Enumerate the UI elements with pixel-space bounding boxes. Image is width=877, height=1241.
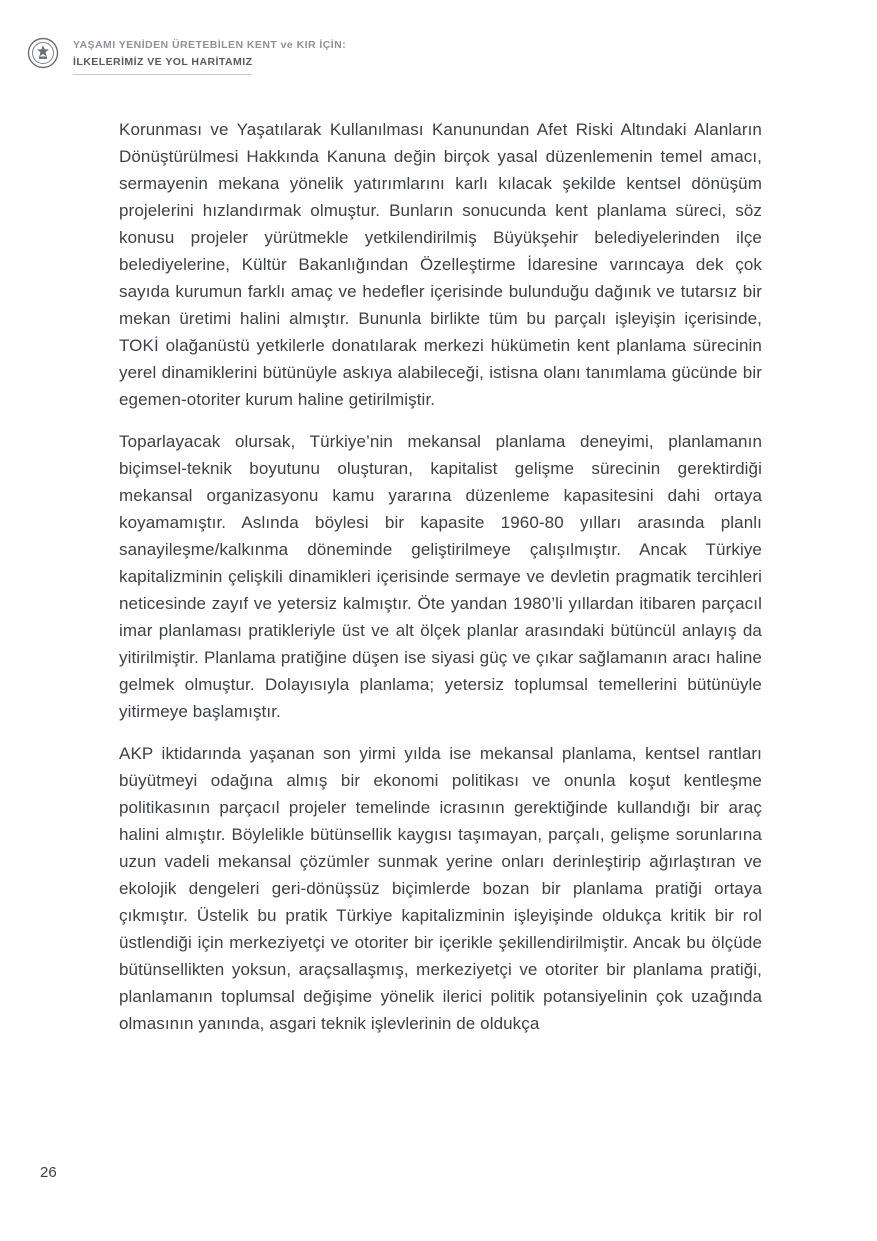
party-emblem-icon [26, 36, 60, 70]
paragraph-3: AKP iktidarında yaşanan son yirmi yılda ise mekansal planlama, kentsel rantları büyütmeyi odağına almış bir ekonomi politikası ve onunla koşut kentleşme politikasının parçacıl projeler temelinde icrasının gerektiğinde kullandığı bir araç halini almıştır. Böylelikle bütünsellik kaygısı taşımayan, parçalı, gelişme sorunlarına uzun vadeli mekansal çözümler sunmak yerine onları derinleştirip ağırlaştıran ve ekolojik dengeleri geri-dönüşsüz biçimlerde bozan bir planlama pratiği ortaya çıkmıştır. Üstelik bu pratik Türkiye kapitalizminin işleyişinde oldukça kritik bir rol üstlendiği için merkeziyetçi ve otoriter bir içerikle şekillendirilmiştir. Ancak bu ölçüde bütünsellikten yoksun, araçsallaşmış, merkeziyetçi ve otoriter bir planlama pratiği, planlamanın toplumsal değişime yönelik ilerici politik potansiyelinin çok uzağında olmasının yanında, asgari teknik işlevlerinin de oldukça [119, 744, 762, 1033]
header-subtitle: YAŞAMI YENİDEN ÜRETEBİLEN KENT ve KIR İÇİN: [73, 39, 347, 51]
page-number: 26 [40, 1164, 57, 1181]
header-text [73, 36, 346, 75]
page-header [26, 36, 346, 75]
paragraph-1: Korunması ve Yaşatılarak Kullanılması Kanunundan Afet Riski Altındaki Alanların Dönüştürülmesi Hakkında Kanuna değin birçok yasal düzenlemenin temel amacı, sermayenin mekana yönelik yatırımlarını karlı kılacak şekilde kentsel dönüşüm projelerini hızlandırmak olmuştur. Bunların sonucunda kent planlama süreci, söz konusu projeler yürütmekle yetkilendirilmiş Büyükşehir belediyelerinden ilçe belediyelerine, Kültür Bakanlığından Özelleştirme İdaresine varıncaya dek çok sayıda kurumun farklı amaç ve hedefler içerisinde bulunduğu dağınık ve tutarsız bir mekan üretimi halini almıştır. Bununla birlikte tüm bu parçalı işleyişin içerisinde, TOKİ olağanüstü yetkilerle donatılarak merkezi hükümetin kent planlama sürecinin yerel dinamiklerini bütünüyle askıya alabileceği, istisna olanı tanımlama gücünde bir egemen-otoriter kurum haline getirilmiştir. [119, 120, 762, 409]
paragraph-2: Toparlayacak olursak, Türkiye’nin mekansal planlama deneyimi, planlamanın biçimsel-teknik boyutunu oluşturan, kapitalist gelişme sürecinin gerektirdiği mekansal organizasyonu kamu yararına düzenleme kapasitesini dahi ortaya koyamamıştır. Aslında böylesi bir kapasite 1960-80 yılları arasında planlı sanayileşme/kalkınma döneminde geliştirilmeye çalışılmıştır. Ancak Türkiye kapitalizminin çelişkili dinamikleri içerisinde sermaye ve devletin pragmatik tercihleri neticesinde zayıf ve yetersiz kalmıştır. Öte yandan 1980’li yıllardan itibaren parçacıl imar planlaması pratikleriyle üst ve alt ölçek planlar arasındaki bütüncül anlayış da yitirilmiştir. Planlama pratiğine düşen ise siyasi güç ve çıkar sağlamanın aracı haline gelmek olmuştur. Dolayısıyla planlama; yetersiz toplumsal temellerini bütünüyle yitirmeye başlamıştır. [119, 432, 762, 721]
body-text-block [119, 116, 762, 1052]
header-title: İLKELERİMİZ VE YOL HARİTAMIZ [73, 57, 252, 76]
